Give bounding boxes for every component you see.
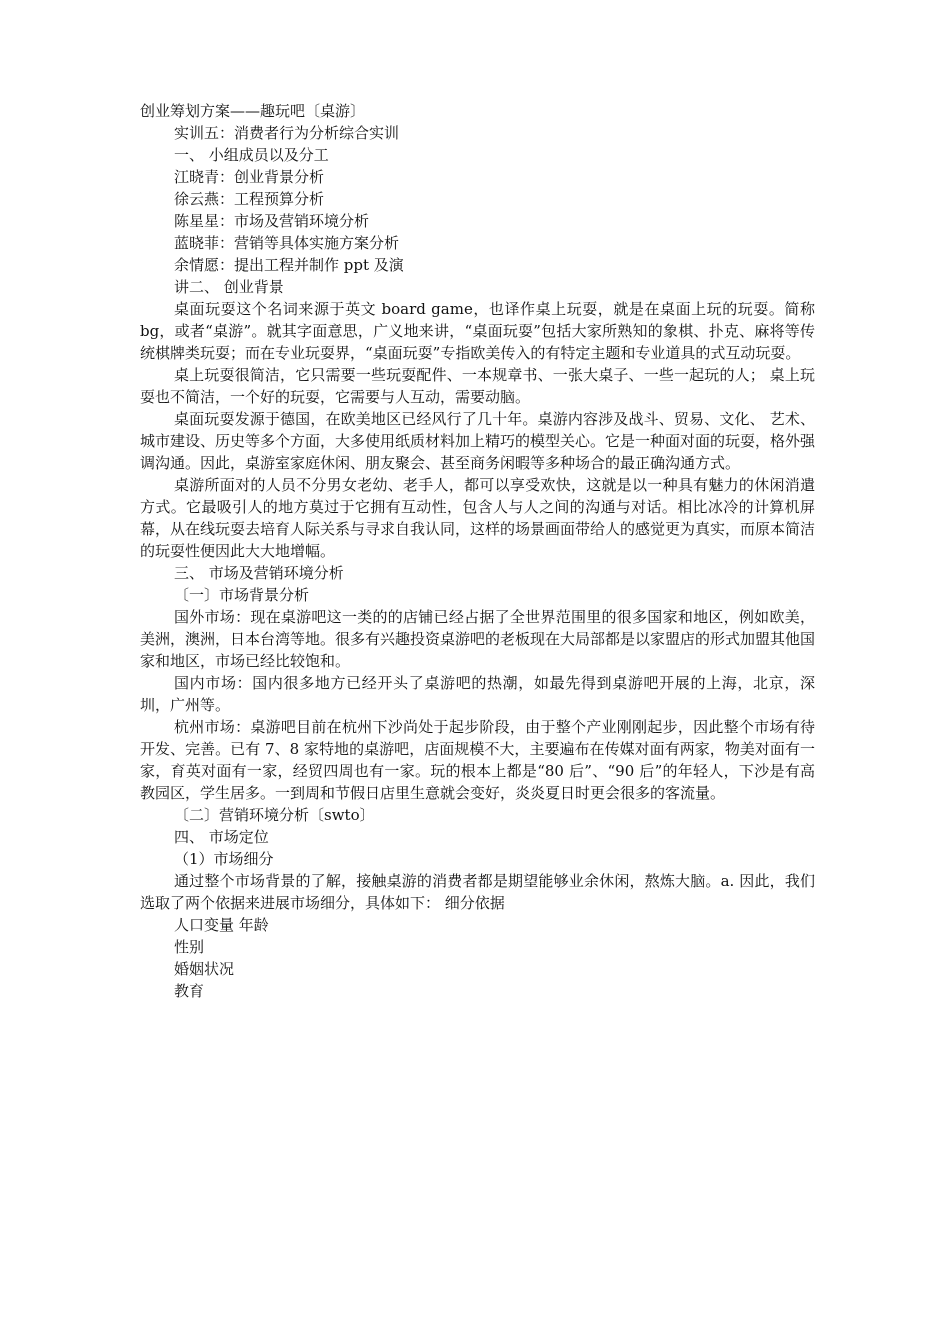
background-paragraph: 桌上玩耍很简洁，它只需要一些玩耍配件、一本规章书、一张大桌子、一些一起玩的人； 桌上玩耍也不简洁，一个好的玩耍，它需要与人互动，需要动脑。 bbox=[140, 366, 815, 406]
segmentation-item: 性别 bbox=[174, 938, 205, 956]
member-item: 蓝晓菲：营销等具体实施方案分析 bbox=[174, 234, 400, 252]
section-heading-market: 三、 市场及营销环境分析 bbox=[174, 564, 344, 582]
market-paragraph: 杭州市场：桌游吧目前在杭州下沙尚处于起步阶段，由于整个产业刚刚起步，因此整个市场有待开发、完善。已有 7、8 家特地的桌游吧，店面规模不大，主要遍布在传媒对面有两家，物美对面有一家，育英对面有一家，经贸四周也有一家。玩的根本上都是“80 后”、“90 后”的年轻人，下沙是有高教园区，学生居多。一到周和节假日店里生意就会变好，炎炎夏日时更会很多的客流量。 bbox=[140, 718, 815, 802]
segmentation-item: 人口变量 年龄 bbox=[174, 916, 269, 934]
section-heading-background: 讲二、 创业背景 bbox=[174, 278, 284, 296]
market-paragraph: 国外市场：现在桌游吧这一类的的店铺已经占据了全世界范围里的很多国家和地区，例如欧美，美洲，澳洲，日本台湾等地。很多有兴趣投资桌游吧的老板现在大局部都是以家盟店的形式加盟其他国家和地区，市场已经比较饱和。 bbox=[140, 608, 816, 670]
document-title: 创业筹划方案——趣玩吧〔桌游〕 bbox=[140, 102, 366, 120]
member-item: 余情愿：提出工程并制作 ppt 及演 bbox=[174, 256, 404, 274]
member-item: 江晓青：创业背景分析 bbox=[174, 168, 325, 186]
subheading-market-background: 〔一〕市场背景分析 bbox=[174, 586, 310, 604]
background-paragraph: 桌面玩耍发源于德国，在欧美地区已经风行了几十年。桌游内容涉及战斗、贸易、文化、 艺术、城市建设、历史等多个方面，大多使用纸质材料加上精巧的模型关心。它是一种面对面的玩耍，格外强调沟通。因此，桌游室家庭休闲、朋友聚会、甚至商务闲暇等多种场合的最正确沟通方式。 bbox=[140, 410, 816, 472]
background-paragraph: 桌游所面对的人员不分男女老幼、老手人，都可以享受欢快，这就是以一种具有魅力的休闲消遣方式。它最吸引人的地方莫过于它拥有互动性，包含人与人之间的沟通与对话。相比冰冷的计算机屏幕，从在线玩耍去培育人际关系与寻求自我认同，这样的场景画面带给人的感觉更为真实，而原本简洁的玩耍性便因此大大地增幅。 bbox=[140, 476, 816, 560]
member-item: 徐云燕：工程预算分析 bbox=[174, 190, 325, 208]
document-page bbox=[140, 100, 815, 1002]
section-heading-positioning: 四、 市场定位 bbox=[174, 828, 269, 846]
document-subtitle: 实训五：消费者行为分析综合实训 bbox=[174, 124, 400, 142]
segmentation-item: 教育 bbox=[174, 982, 205, 1000]
market-paragraph: 国内市场：国内很多地方已经开头了桌游吧的热潮，如最先得到桌游吧开展的上海，北京，深圳，广州等。 bbox=[140, 674, 815, 714]
subheading-marketing-environment: 〔二〕营销环境分析〔swto〕 bbox=[174, 806, 375, 824]
segmentation-paragraph: 通过整个市场背景的了解，接触桌游的消费者都是期望能够业余休闲，熬炼大脑。a. 因此，我们选取了两个依据来进展市场细分，具体如下： 细分依据 bbox=[140, 872, 815, 912]
member-item: 陈星星：市场及营销环境分析 bbox=[174, 212, 370, 230]
section-heading-members: 一、 小组成员以及分工 bbox=[174, 146, 329, 164]
background-paragraph: 桌面玩耍这个名词来源于英文 board game，也译作桌上玩耍，就是在桌面上玩的玩耍。简称 bg，或者“桌游”。就其字面意思，广义地来讲，“桌面玩耍”包括大家所熟知的象棋、扑克、麻将等传统棋牌类玩耍；而在专业玩耍界，“桌面玩耍”专指欧美传入的有特定主题和专业道具的式互动玩耍。 bbox=[140, 300, 815, 362]
subheading-segmentation: （1）市场细分 bbox=[174, 850, 274, 868]
segmentation-item: 婚姻状况 bbox=[174, 960, 235, 978]
